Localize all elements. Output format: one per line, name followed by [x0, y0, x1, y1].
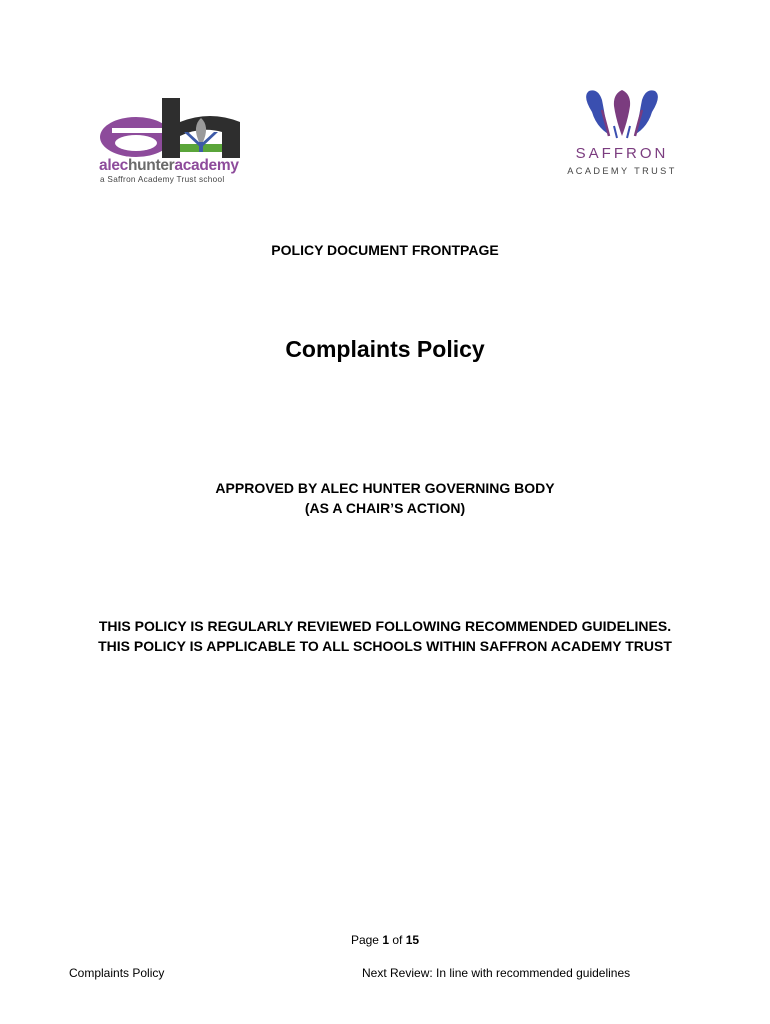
- saffron-academy-trust-logo: [562, 86, 682, 181]
- of-word: of: [392, 933, 403, 947]
- page-word: Page: [350, 933, 379, 947]
- page-number: [0, 933, 770, 947]
- document-label: POLICY DOCUMENT FRONTPAGE: [271, 242, 499, 258]
- approval-statement: [0, 478, 770, 518]
- approval-line-1: APPROVED BY ALEC HUNTER GOVERNING BODY: [215, 480, 555, 496]
- approval-line-2: (AS A CHAIR’S ACTION): [304, 500, 466, 516]
- ah-letters-icon: [98, 96, 248, 158]
- saffron-subtitle: ACADEMY TRUST: [567, 166, 677, 176]
- saffron-flower-icon: [562, 86, 682, 142]
- ah-tagline: a Saffron Academy Trust school: [100, 175, 225, 184]
- current-page: 1: [382, 933, 389, 947]
- ah-wordmark: alechunteracademy: [99, 157, 239, 174]
- footer-next-review: Next Review: In line with recommended guidelines: [362, 966, 631, 980]
- review-line-2: THIS POLICY IS APPLICABLE TO ALL SCHOOLS WITHIN SAFFRON ACADEMY TRUST: [98, 638, 672, 654]
- footer-document-name: Complaints Policy: [69, 966, 165, 980]
- review-statement: [0, 616, 770, 656]
- saffron-name: SAFFRON: [575, 145, 669, 162]
- alec-hunter-academy-logo: [98, 96, 248, 188]
- document-title: Complaints Policy: [285, 336, 485, 362]
- total-pages: 15: [405, 933, 420, 947]
- review-line-1: THIS POLICY IS REGULARLY REVIEWED FOLLOWING RECOMMENDED GUIDELINES.: [98, 618, 672, 634]
